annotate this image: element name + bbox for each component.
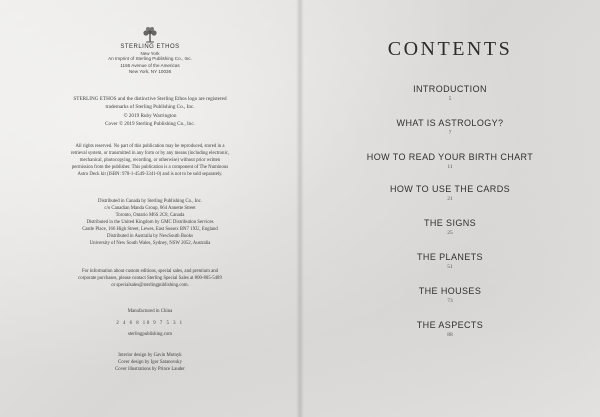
design-credits: [34, 352, 266, 373]
logo-city: New York: [140, 51, 160, 56]
imprint-line: 1166 Avenue of the Americas: [120, 62, 180, 68]
toc-entry-title: THE HOUSES: [418, 286, 482, 296]
toc-entry-page: 25: [447, 230, 453, 236]
toc-entry-page: 7: [448, 130, 452, 136]
manufactured-line: Manufactured in China: [127, 309, 173, 314]
toc-entry-title: WHAT IS ASTROLOGY?: [396, 118, 504, 128]
text-line: Cover design by Igor Satanovsky: [118, 360, 182, 365]
text-line: trademarks of Sterling Publishing Co., Inc.: [105, 103, 195, 110]
text-line: Distributed in Canada by Sterling Publishing Co., Inc.: [98, 199, 202, 204]
text-line: University of New South Wales, Sydney, NSW 2052, Australia: [89, 241, 211, 246]
toc-entry-page: 51: [447, 264, 453, 270]
toc-entry: [300, 84, 600, 103]
text-line: All rights reserved. No part of this publication may be reproduced, stored in a: [75, 144, 225, 149]
imprint-address: [50, 56, 250, 76]
text-line: © 2019 Ruby Warrington: [123, 113, 177, 119]
text-line: STERLING ETHOS and the distinctive Sterling Ethos logo are registered: [73, 96, 227, 102]
toc-entry: [300, 320, 600, 339]
text-line: corporate purchases, please contact Sterling Special Sales at 800-805-5489: [78, 276, 222, 281]
logo-brand: STERLING ETHOS: [120, 44, 180, 50]
contents-heading: CONTENTS: [387, 38, 513, 60]
toc-entry: [300, 218, 600, 237]
text-line: or specialsales@sterlingpublishing.com.: [111, 283, 189, 288]
distribution-notice: [34, 198, 266, 247]
text-line: Distributed in the United Kingdom by GMC Distribution Services: [86, 220, 214, 225]
text-line: Castle Place, 166 High Street, Lewes, East Sussex BN7 1XU, England: [82, 227, 218, 232]
toc-entry-title: INTRODUCTION: [413, 84, 487, 94]
text-line: Cover illustrations by Prince Lauder: [115, 367, 185, 372]
copyright-notice: [34, 113, 266, 129]
toc-entry-title: THE ASPECTS: [416, 320, 484, 330]
tree-icon: [141, 26, 159, 44]
toc-entry: [300, 286, 600, 305]
text-line: Interior design by Gavin Motnyk: [118, 353, 182, 358]
text-line: For information about custom editions, special sales, and premium and: [81, 269, 219, 274]
printing-line: 2 4 6 8 10 9 7 5 3 1: [116, 321, 184, 326]
toc-entry-title: THE PLANETS: [417, 252, 483, 262]
text-line: Astro Deck kit (ISBN: 978-1-4549-3341-0) and is not to be sold separately.: [77, 172, 223, 177]
text-line: mechanical, photocopying, recording, or otherwise) without prior written: [79, 158, 221, 163]
toc-entry-page: 21: [447, 196, 453, 202]
text-line: Distributed in Australia by NewSouth Books: [107, 234, 193, 239]
toc-entry: [300, 252, 600, 271]
publisher-website: sterlingpublishing.com: [127, 332, 173, 337]
toc-entry-title: THE SIGNS: [423, 218, 477, 228]
text-line: Cover © 2019 Sterling Publishing Co., Inc.: [105, 120, 195, 127]
contents-page: [300, 0, 600, 417]
toc-entry: [300, 118, 600, 137]
publisher-logo: [120, 26, 180, 57]
text-line: retrieval system, or transmitted in any form or by any means (including electronic,: [70, 151, 230, 156]
sales-info: [34, 268, 266, 289]
trademark-notice: [34, 96, 266, 112]
toc-entry-page: 11: [447, 164, 453, 170]
toc-entry-page: 5: [448, 96, 452, 102]
imprint-line: New York, NY 10036: [128, 69, 172, 74]
rights-notice: [34, 143, 266, 178]
imprint-line: An Imprint of Sterling Publishing Co., Inc.: [108, 56, 192, 61]
toc-entry-page: 73: [447, 298, 453, 304]
toc-entry-page: 88: [447, 332, 453, 338]
toc-entry-title: HOW TO READ YOUR BIRTH CHART: [366, 152, 534, 162]
text-line: c/o Canadian Manda Group, 664 Annette Street: [104, 206, 196, 211]
toc-entry: [300, 152, 600, 171]
toc-entry-title: HOW TO USE THE CARDS: [389, 184, 511, 194]
toc-entry: [300, 184, 600, 203]
text-line: permission from the publisher. This publication is a component of The Numinous: [71, 165, 229, 170]
text-line: Toronto, Ontario M6S 2C8, Canada: [115, 213, 185, 218]
